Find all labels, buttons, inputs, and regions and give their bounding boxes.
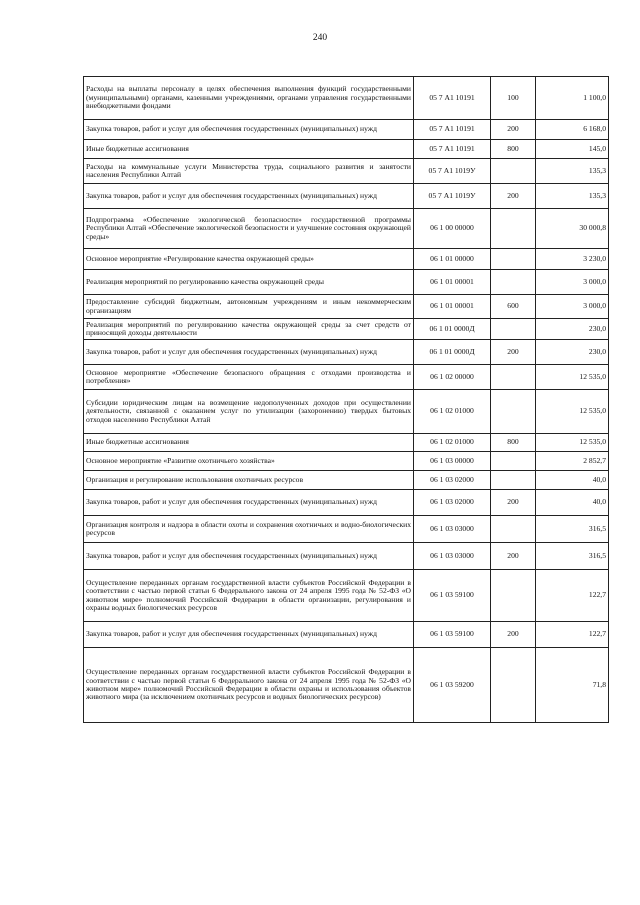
row-type: 800: [491, 140, 536, 159]
table-row: [84, 249, 609, 270]
row-code: 06 1 02 00000: [414, 365, 491, 390]
table-row: [84, 184, 609, 209]
row-name: Закупка товаров, работ и услуг для обеспечения государственных (муниципальных) нужд: [84, 340, 414, 365]
budget-table: [83, 76, 609, 723]
row-amount: 3 000,0: [536, 295, 609, 319]
budget-table-body: [84, 77, 609, 723]
row-type: 200: [491, 120, 536, 140]
row-amount: 12 535,0: [536, 434, 609, 452]
row-code: 05 7 А1 10191: [414, 140, 491, 159]
row-type: [491, 471, 536, 490]
row-name: Реализация мероприятий по регулированию качества окружающей среды: [84, 270, 414, 295]
row-amount: 1 100,0: [536, 77, 609, 120]
table-row: [84, 365, 609, 390]
row-amount: 122,7: [536, 570, 609, 622]
row-name: Закупка товаров, работ и услуг для обеспечения государственных (муниципальных) нужд: [84, 543, 414, 570]
row-code: 06 1 03 00000: [414, 452, 491, 471]
table-row: [84, 209, 609, 249]
table-row: [84, 516, 609, 543]
row-code: 05 7 А1 1019У: [414, 159, 491, 184]
row-type: [491, 159, 536, 184]
row-type: 800: [491, 434, 536, 452]
row-name: Основное мероприятие «Регулирование качества окружающей среды»: [84, 249, 414, 270]
row-type: 200: [491, 622, 536, 648]
row-type: [491, 249, 536, 270]
row-amount: 3 000,0: [536, 270, 609, 295]
row-amount: 71,8: [536, 648, 609, 723]
row-amount: 40,0: [536, 490, 609, 516]
row-amount: 30 000,8: [536, 209, 609, 249]
row-amount: 316,5: [536, 516, 609, 543]
row-amount: 230,0: [536, 340, 609, 365]
row-name: Осуществление переданных органам государственной власти субъектов Российской Федерации в соответствии с частью первой статьи 6 Федерального закона от 24 апреля 1995 года № 52-ФЗ «О животном мире» полномочий Российской Федерации в области охраны и использования объектов животного мира (за исключением охотничьих ресурсов и водных биологических ресурсов): [84, 648, 414, 723]
row-name: Иные бюджетные ассигнования: [84, 434, 414, 452]
table-row: [84, 622, 609, 648]
row-type: [491, 390, 536, 434]
row-code: 06 1 02 01000: [414, 434, 491, 452]
row-amount: 145,0: [536, 140, 609, 159]
row-type: [491, 319, 536, 340]
row-type: [491, 209, 536, 249]
row-code: 06 1 03 03000: [414, 543, 491, 570]
table-row: [84, 570, 609, 622]
table-row: [84, 270, 609, 295]
row-code: 06 1 01 00001: [414, 295, 491, 319]
table-row: [84, 490, 609, 516]
table-row: [84, 434, 609, 452]
table-row: [84, 543, 609, 570]
row-code: 06 1 00 00000: [414, 209, 491, 249]
row-code: 06 1 01 00000: [414, 249, 491, 270]
row-code: 05 7 А1 1019У: [414, 184, 491, 209]
row-code: 06 1 03 59100: [414, 622, 491, 648]
table-row: [84, 340, 609, 365]
row-name: Организация и регулирование использования охотничьих ресурсов: [84, 471, 414, 490]
row-code: 06 1 01 0000Д: [414, 340, 491, 365]
table-row: [84, 120, 609, 140]
row-type: 600: [491, 295, 536, 319]
row-code: 06 1 03 03000: [414, 516, 491, 543]
page-number: 240: [312, 33, 328, 43]
row-type: 200: [491, 184, 536, 209]
row-type: 200: [491, 543, 536, 570]
row-name: Подпрограмма «Обеспечение экологической безопасности» государственной программы Республики Алтай «Обеспечение экологической безопасности и улучшение состояния окружающей среды»: [84, 209, 414, 249]
row-code: 06 1 01 00001: [414, 270, 491, 295]
row-name: Основное мероприятие «Развитие охотничьего хозяйства»: [84, 452, 414, 471]
row-type: 100: [491, 77, 536, 120]
row-name: Организация контроля и надзора в области охоты и сохранения охотничьих и водно-биологических ресурсов: [84, 516, 414, 543]
row-name: Закупка товаров, работ и услуг для обеспечения государственных (муниципальных) нужд: [84, 490, 414, 516]
row-type: [491, 452, 536, 471]
row-amount: 40,0: [536, 471, 609, 490]
row-name: Закупка товаров, работ и услуг для обеспечения государственных (муниципальных) нужд: [84, 120, 414, 140]
row-name: Закупка товаров, работ и услуг для обеспечения государственных (муниципальных) нужд: [84, 184, 414, 209]
row-code: 06 1 03 02000: [414, 471, 491, 490]
table-row: [84, 295, 609, 319]
row-amount: 230,0: [536, 319, 609, 340]
row-name: Расходы на коммунальные услуги Министерства труда, социального развития и занятости населения Республики Алтай: [84, 159, 414, 184]
table-row: [84, 77, 609, 120]
row-code: 05 7 А1 10191: [414, 77, 491, 120]
row-name: Реализация мероприятий по регулированию качества окружающей среды за счет средств от приносящей доходы деятельности: [84, 319, 414, 340]
row-type: [491, 516, 536, 543]
row-amount: 6 168,0: [536, 120, 609, 140]
row-amount: 3 230,0: [536, 249, 609, 270]
row-type: [491, 270, 536, 295]
row-amount: 2 852,7: [536, 452, 609, 471]
row-amount: 12 535,0: [536, 390, 609, 434]
row-code: 05 7 А1 10191: [414, 120, 491, 140]
table-row: [84, 319, 609, 340]
row-name: Расходы на выплаты персоналу в целях обеспечения выполнения функций государственными (муниципальными) органами, казенными учреждениями, органами управления государственными внебюджетными фондами: [84, 77, 414, 120]
row-code: 06 1 02 01000: [414, 390, 491, 434]
row-amount: 135,3: [536, 184, 609, 209]
row-amount: 316,5: [536, 543, 609, 570]
row-type: [491, 648, 536, 723]
row-name: Иные бюджетные ассигнования: [84, 140, 414, 159]
row-type: 200: [491, 340, 536, 365]
row-name: Закупка товаров, работ и услуг для обеспечения государственных (муниципальных) нужд: [84, 622, 414, 648]
row-code: 06 1 03 59100: [414, 570, 491, 622]
row-code: 06 1 01 0000Д: [414, 319, 491, 340]
table-row: [84, 390, 609, 434]
row-name: Предоставление субсидий бюджетным, автономным учреждениям и иным некоммерческим организациям: [84, 295, 414, 319]
table-row: [84, 159, 609, 184]
row-amount: 135,3: [536, 159, 609, 184]
row-code: 06 1 03 59200: [414, 648, 491, 723]
row-amount: 122,7: [536, 622, 609, 648]
table-row: [84, 452, 609, 471]
row-type: [491, 365, 536, 390]
table-row: [84, 648, 609, 723]
row-type: 200: [491, 490, 536, 516]
row-name: Субсидии юридическим лицам на возмещение недополученных доходов при осуществлении деятельности, связанной с оказанием услуг по утилизации (захоронению) твердых бытовых отходов населению Республики Алтай: [84, 390, 414, 434]
row-name: Основное мероприятие «Обеспечение безопасного обращения с отходами производства и потребления»: [84, 365, 414, 390]
table-row: [84, 471, 609, 490]
table-row: [84, 140, 609, 159]
row-code: 06 1 03 02000: [414, 490, 491, 516]
row-type: [491, 570, 536, 622]
row-name: Осуществление переданных органам государственной власти субъектов Российской Федерации в соответствии с частью первой статьи 6 Федерального закона от 24 апреля 1995 года № 52-ФЗ «О животном мире» полномочий Российской Федерации в области организации, регулирования и охраны водных биологических ресурсов: [84, 570, 414, 622]
row-amount: 12 535,0: [536, 365, 609, 390]
